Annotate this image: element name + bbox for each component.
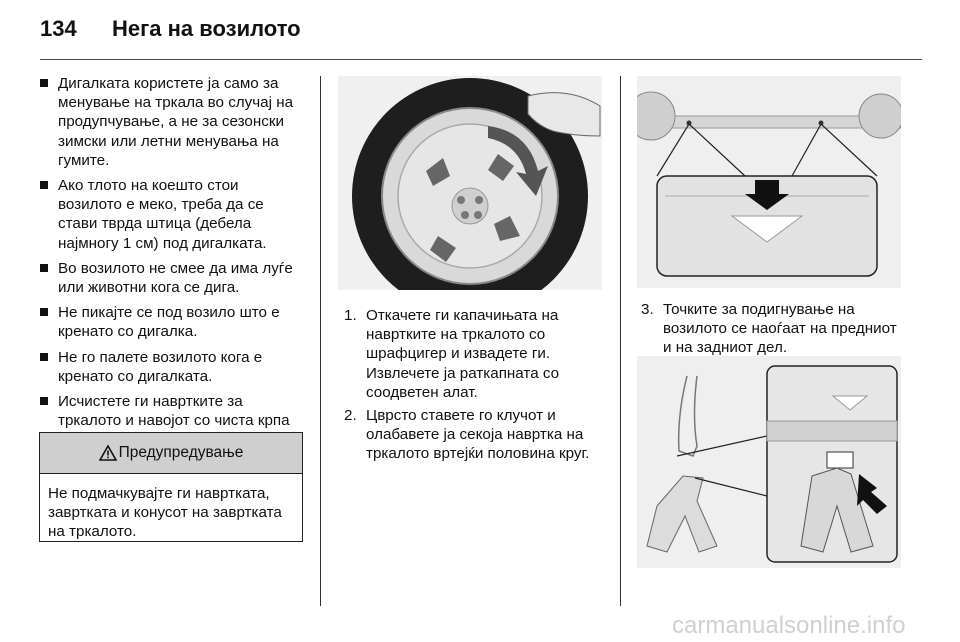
warning-box [39, 432, 303, 542]
warning-title: Предупредување [118, 444, 244, 461]
list-item [344, 306, 606, 402]
warning-triangle-icon [99, 445, 117, 461]
jacking-points-illustration [637, 76, 901, 288]
step-number: 1. [344, 307, 357, 324]
bullet-square-icon [40, 308, 48, 316]
step-text: Откачете ги капачињата на навртките на тркалото со шрафцигер и извадете ги. Извлечете ја раткапната со соодветен алат. [366, 307, 560, 401]
warning-text: Не подмачкувајте ги навртката, завртката и конусот на завртката на тркалото. [48, 485, 282, 540]
list-item [641, 300, 903, 358]
page-title: Нега на возилото [112, 16, 301, 41]
step-number: 2. [344, 407, 357, 425]
jack-placement-illustration [637, 356, 901, 568]
wheel-cover-illustration [338, 76, 602, 290]
watermark: carmanualsonline.info [672, 612, 906, 639]
bullet-square-icon [40, 181, 48, 189]
step-text: Точките за подигнување на возилото се наоѓаат на предниот и на задниот дел. [663, 301, 897, 357]
step-number: 3. [641, 301, 654, 318]
column-divider-right [620, 76, 621, 606]
bullet-square-icon [40, 397, 48, 405]
list-item: Ако тлото на коешто стои возилото е меко, треба да се стави тврда штица (дебела најмногу 1 см) под дигалката. [40, 176, 306, 253]
safety-bullet-list [40, 74, 306, 456]
list-item [344, 406, 606, 464]
page-number: 134 [40, 16, 77, 41]
list-item: Исчистете ги навртките за тркалото и навојот со чиста крпа [40, 392, 306, 450]
page-header [40, 12, 920, 52]
step-text: Цврсто ставете го клучот и олабавете ја секоја навртка на тркалото вртејќи половина круг. [366, 407, 590, 463]
bullet-square-icon [40, 264, 48, 272]
list-item: Не пикајте се под возило што е кренато со дигалка. [40, 303, 306, 341]
list-item: Не го палете возилото кога е кренато со дигалката. [40, 348, 306, 386]
steps-list-right [641, 300, 903, 362]
list-item: Во возилото не смее да има луѓе или животни кога се дига. [40, 259, 306, 297]
column-divider-left [320, 76, 321, 606]
bullet-square-icon [40, 79, 48, 87]
header-divider [40, 59, 922, 60]
warning-header [40, 433, 302, 474]
bullet-square-icon [40, 353, 48, 361]
list-item: Дигалката користете ја само за менување на тркала во случај на продупчување, а не за сезонски зимски или летни менувања на гумите. [40, 74, 306, 170]
steps-list-middle [344, 306, 606, 468]
